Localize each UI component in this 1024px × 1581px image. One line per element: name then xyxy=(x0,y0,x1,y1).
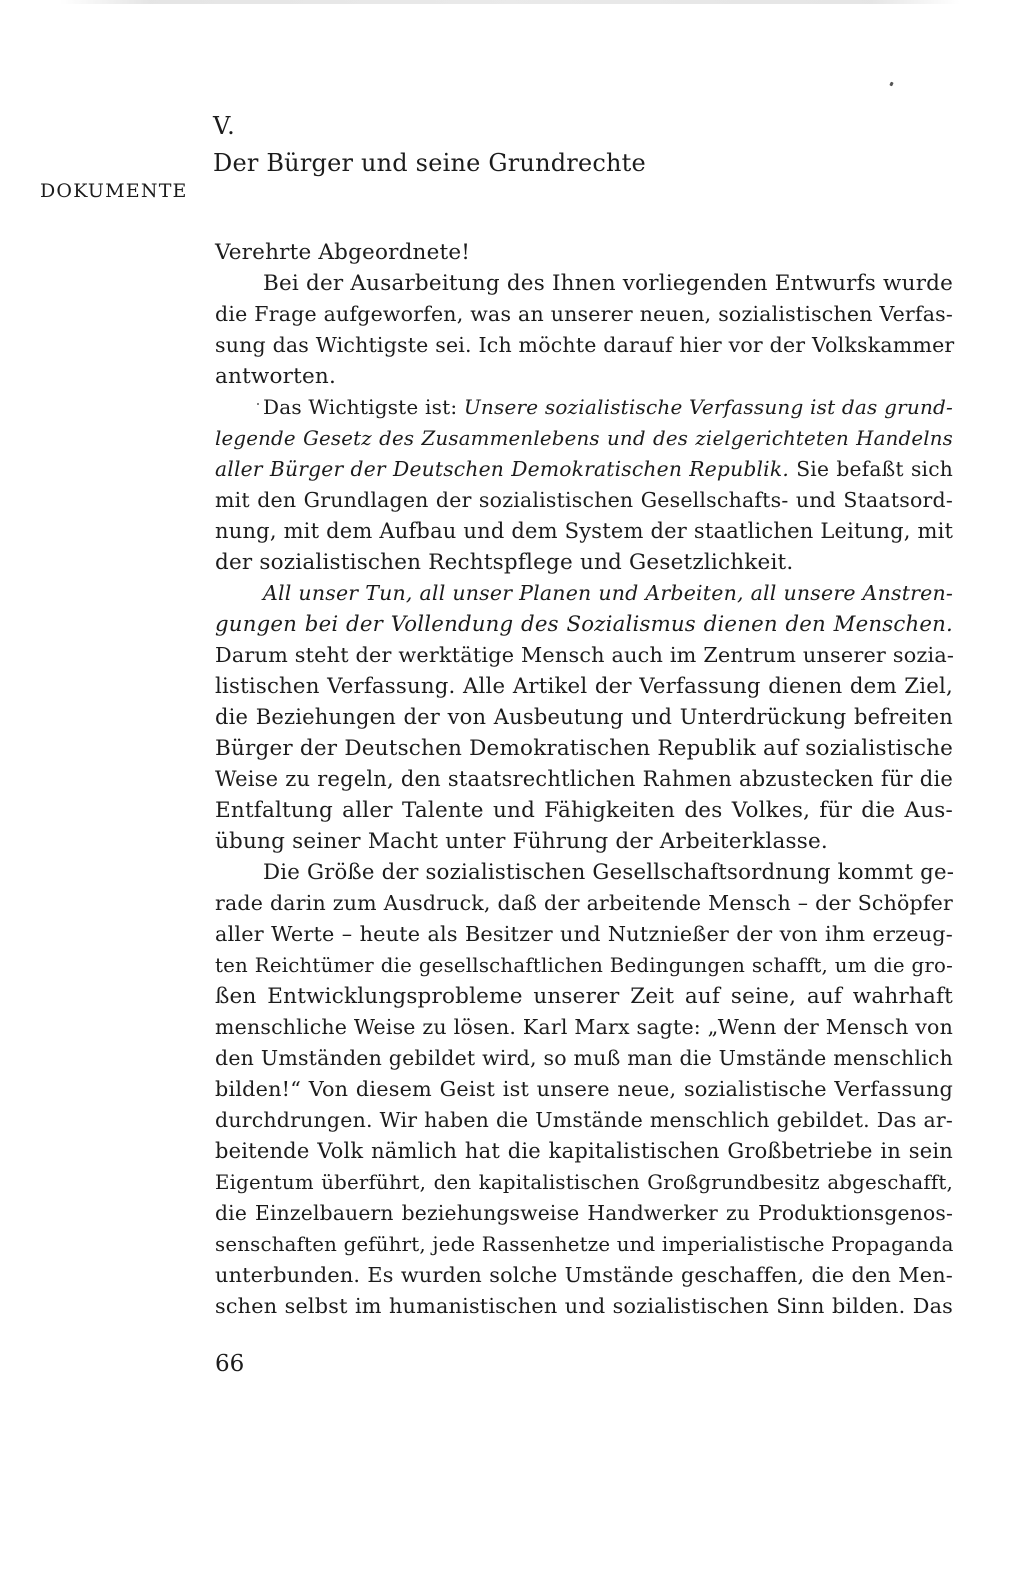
text-line: All unser Tun, all unser Planen und Arbeiten, all unsere Anstren- xyxy=(263,581,953,605)
text-line: ten Reichtümer die gesellschaftlichen Bedingungen schafft, um die gro- xyxy=(215,954,953,977)
text-line: Verehrte Abgeordnete! xyxy=(215,240,471,265)
chapter-number: V. xyxy=(213,112,236,140)
text-line: legende Gesetz des Zusammenlebens und des zielgerichteten Handelns xyxy=(215,427,953,450)
text-line: der sozialistischen Rechtspflege und Gesetzlichkeit. xyxy=(215,550,794,575)
text-line: Bei der Ausarbeitung des Ihnen vorliegenden Entwurfs wurde xyxy=(263,271,954,296)
text-line: die Einzelbauern beziehungsweise Handwerker zu Produktionsgenos- xyxy=(215,1201,953,1225)
text-line: antworten. xyxy=(215,364,336,389)
print-speck xyxy=(889,82,893,87)
text-line: bilden!“ Von diesem Geist ist unsere neue, sozialistische Verfassung xyxy=(215,1077,953,1101)
text-line: listischen Verfassung. Alle Artikel der Verfassung dienen dem Ziel, xyxy=(215,674,953,699)
text-line: übung seiner Macht unter Führung der Arbeiterklasse. xyxy=(215,829,828,854)
text-line: unterbunden. Es wurden solche Umstände geschaffen, die den Men- xyxy=(215,1263,953,1287)
text-line: aller Bürger der Deutschen Demokratischen Republik. Sie befaßt sich xyxy=(215,457,953,481)
text-line: Das Wichtigste ist: Unsere sozialistische Verfassung ist das grund- xyxy=(263,395,953,419)
text-line: aller Werte – heute als Besitzer und Nutznießer der von ihm erzeug- xyxy=(215,922,953,946)
page-edge-shadow xyxy=(60,0,960,4)
text-line: nung, mit dem Aufbau und dem System der staatlichen Leitung, mit xyxy=(215,519,954,543)
text-line: menschliche Weise zu lösen. Karl Marx sagte: „Wenn der Mensch von xyxy=(215,1015,953,1039)
text-line: Eigentum überführt, den kapitalistischen Großgrundbesitz abgeschafft, xyxy=(215,1171,953,1194)
text-line: Darum steht der werktätige Mensch auch im Zentrum unserer sozia- xyxy=(215,643,955,667)
section-label: DOKUMENTE xyxy=(40,180,188,202)
text-line: mit den Grundlagen der sozialistischen Gesellschafts- und Staatsord- xyxy=(215,488,953,512)
text-line: sung das Wichtigste sei. Ich möchte darauf hier vor der Volkskammer xyxy=(215,333,955,357)
text-line: Entfaltung aller Talente und Fähigkeiten des Volkes, für die Aus- xyxy=(215,798,953,823)
text-line: die Beziehungen der von Ausbeutung und Unterdrückung befreiten xyxy=(215,705,953,729)
text-line: den Umständen gebildet wird, so muß man die Umstände menschlich xyxy=(215,1046,953,1070)
text-line: beitende Volk nämlich hat die kapitalistischen Großbetriebe in sein xyxy=(215,1139,953,1163)
text-line: Die Größe der sozialistischen Gesellschaftsordnung kommt ge- xyxy=(263,860,955,885)
chapter-title: Der Bürger und seine Grundrechte xyxy=(213,149,646,177)
page-number: 66 xyxy=(215,1351,245,1377)
text-line: Bürger der Deutschen Demokratischen Republik auf sozialistische xyxy=(215,736,954,761)
text-line: durchdrungen. Wir haben die Umstände menschlich gebildet. Das ar- xyxy=(215,1108,953,1132)
body-text xyxy=(215,237,953,1322)
text-line: schen selbst im humanistischen und sozialistischen Sinn bilden. Das xyxy=(215,1294,953,1318)
text-line: gungen bei der Vollendung des Sozialismus dienen den Menschen. xyxy=(215,612,953,637)
text-line: ßen Entwicklungsprobleme unserer Zeit auf seine, auf wahrhaft xyxy=(215,984,953,1009)
text-line: rade darin zum Ausdruck, daß der arbeitende Mensch – der Schöpfer xyxy=(215,891,953,915)
text-line: senschaften geführt, jede Rassenhetze und imperialistische Propaganda xyxy=(215,1233,954,1256)
text-line: Weise zu regeln, den staatsrechtlichen Rahmen abzustecken für die xyxy=(215,767,953,791)
text-line: die Frage aufgeworfen, was an unserer neuen, sozialistischen Verfas- xyxy=(215,302,953,326)
